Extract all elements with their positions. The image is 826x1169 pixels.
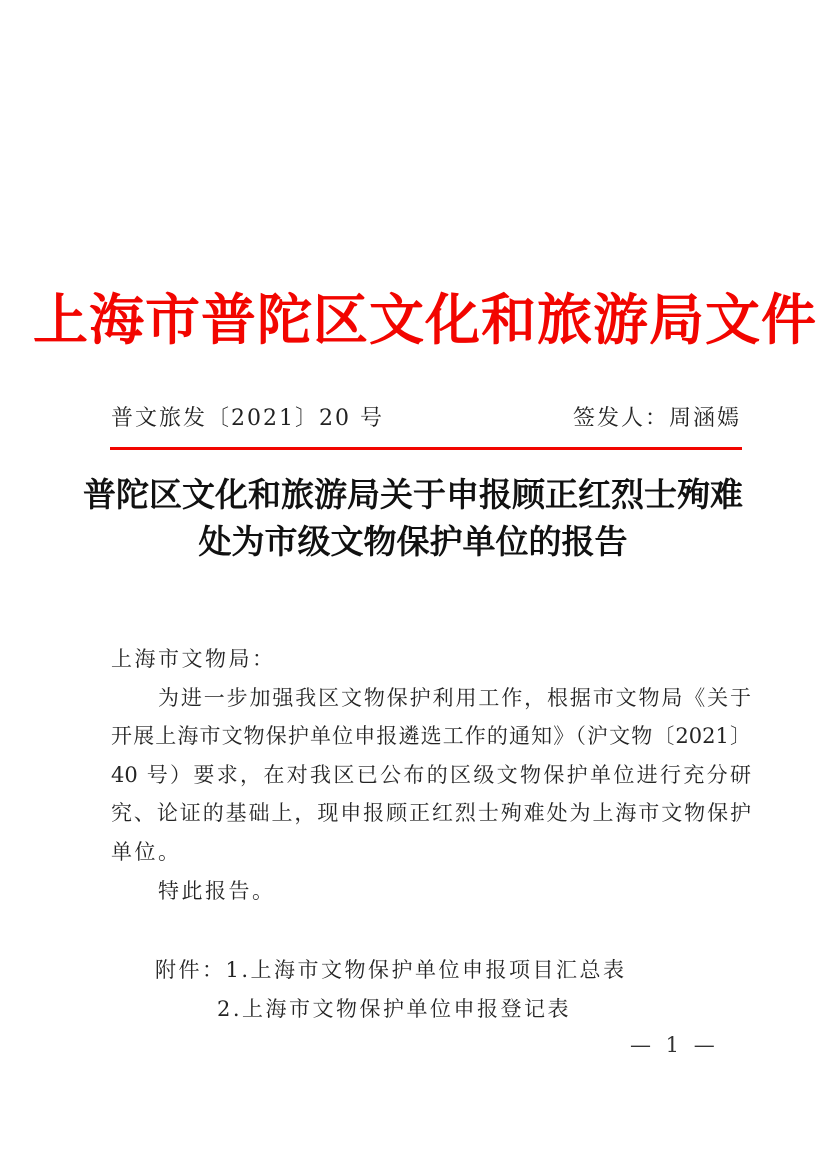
attachment-line-2: 2.上海市文物保护单位申报登记表 — [217, 996, 572, 1021]
attachments-block — [111, 951, 751, 1028]
salutation: 上海市文物局： — [111, 647, 276, 671]
red-divider-line — [110, 447, 742, 450]
body-line: 40 号）要求，在对我区已公布的区级文物保护单位进行充分研 — [111, 762, 751, 787]
body-line: 为进一步加强我区文物保护利用工作，根据市文物局《关于 — [158, 685, 751, 710]
issuer-name: 签发人：周涵嫣 — [572, 406, 741, 431]
doc-info-row — [111, 404, 741, 434]
page-number: — 1 — — [630, 1033, 719, 1057]
document-body — [111, 640, 751, 910]
document-title-line2: 处为市级文物保护单位的报告 — [198, 522, 628, 561]
document-title-line1: 普陀区文化和旅游局关于申报顾正红烈士殉难 — [83, 475, 743, 514]
letterhead-title: 上海市普陀区文化和旅游局文件 — [32, 287, 817, 352]
document-title — [0, 471, 826, 565]
body-line: 开展上海市文物保护单位申报遴选工作的通知》（沪文物〔2021〕 — [111, 724, 751, 749]
body-line: 单位。 — [111, 839, 182, 864]
body-line: 究、论证的基础上，现申报顾正红烈士殉难处为上海市文物保护 — [111, 801, 751, 826]
doc-number: 普文旅发〔2021〕20 号 — [111, 406, 384, 431]
closing-line: 特此报告。 — [158, 878, 276, 903]
attachment-line-1: 附件：1.上海市文物保护单位申报项目汇总表 — [155, 958, 627, 982]
